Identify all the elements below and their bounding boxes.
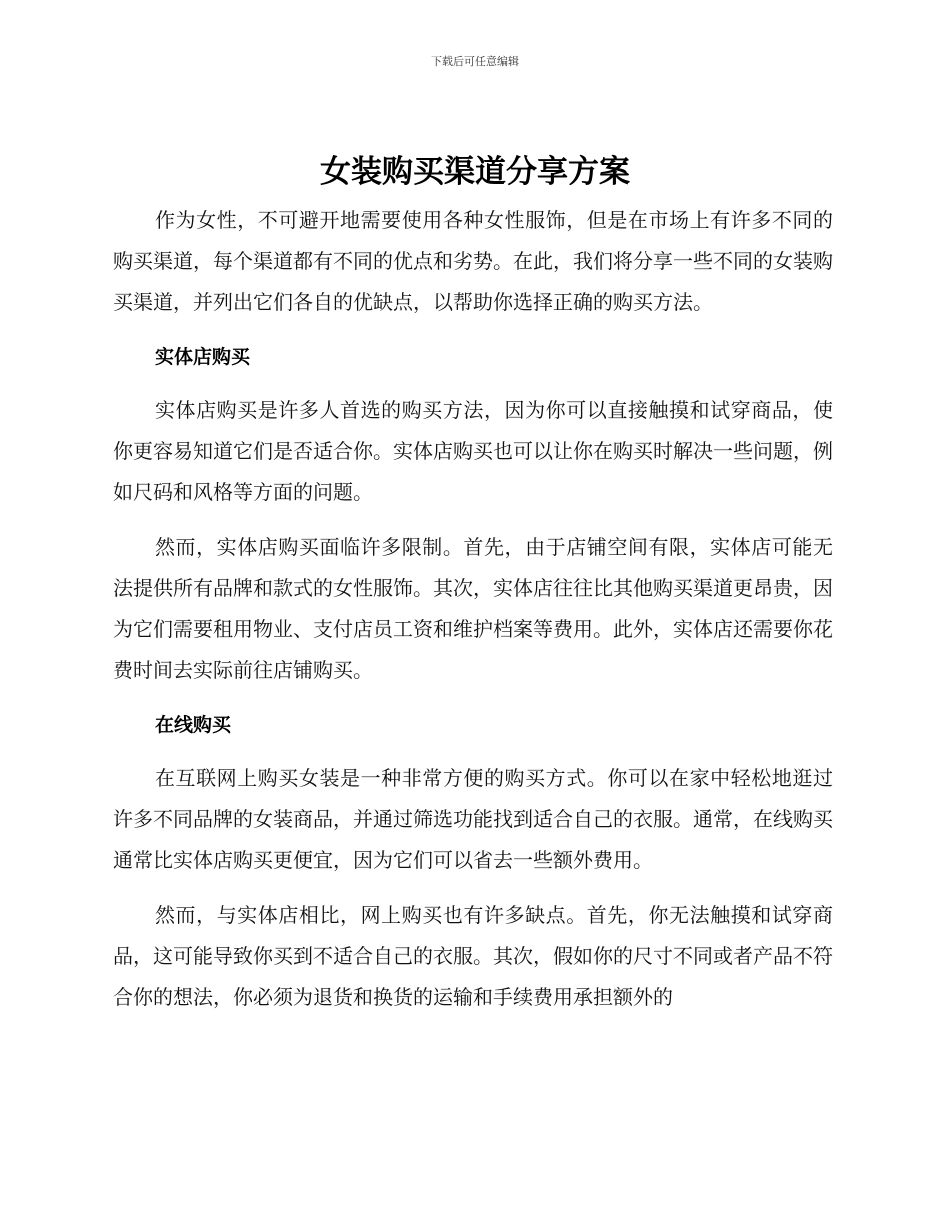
- online-paragraph-1: 在互联网上购买女装是一种非常方便的购买方式。你可以在家中轻松地逛过许多不同品牌的女装商品，并通过筛选功能找到适合自己的衣服。通常，在线购买通常比实体店购买更便宜，因为它们可以省去一些额外费用。: [113, 766, 833, 872]
- document-body: [113, 200, 833, 1018]
- section-heading-physical-store: 实体店购买: [155, 346, 251, 368]
- physical-store-paragraph-1: 实体店购买是许多人首选的购买方法，因为你可以直接触摸和试穿商品，使你更容易知道它们是否适合你。实体店购买也可以让你在购买时解决一些问题，例如尺码和风格等方面的问题。: [113, 398, 833, 504]
- section-heading-online: 在线购买: [155, 714, 232, 736]
- physical-store-paragraph-2: 然而，实体店购买面临许多限制。首先，由于店铺空间有限，实体店可能无法提供所有品牌和款式的女性服饰。其次，实体店往往比其他购买渠道更昂贵，因为它们需要租用物业、支付店员工资和维护档案等费用。此外，实体店还需要你花费时间去实际前往店铺购买。: [113, 535, 833, 682]
- intro-paragraph: 作为女性，不可避开地需要使用各种女性服饰，但是在市场上有许多不同的购买渠道，每个渠道都有不同的优点和劣势。在此，我们将分享一些不同的女装购买渠道，并列出它们各自的优缺点，以帮助你选择正确的购买方法。: [113, 208, 833, 314]
- online-paragraph-2: 然而，与实体店相比，网上购买也有许多缺点。首先，你无法触摸和试穿商品，这可能导致你买到不适合自己的衣服。其次，假如你的尺寸不同或者产品不符合你的想法，你必须为退货和换货的运输和手续费用承担额外的: [113, 903, 833, 1009]
- document-title: 女装购买渠道分享方案: [320, 154, 630, 190]
- page-header: 下载后可任意编辑: [431, 55, 519, 68]
